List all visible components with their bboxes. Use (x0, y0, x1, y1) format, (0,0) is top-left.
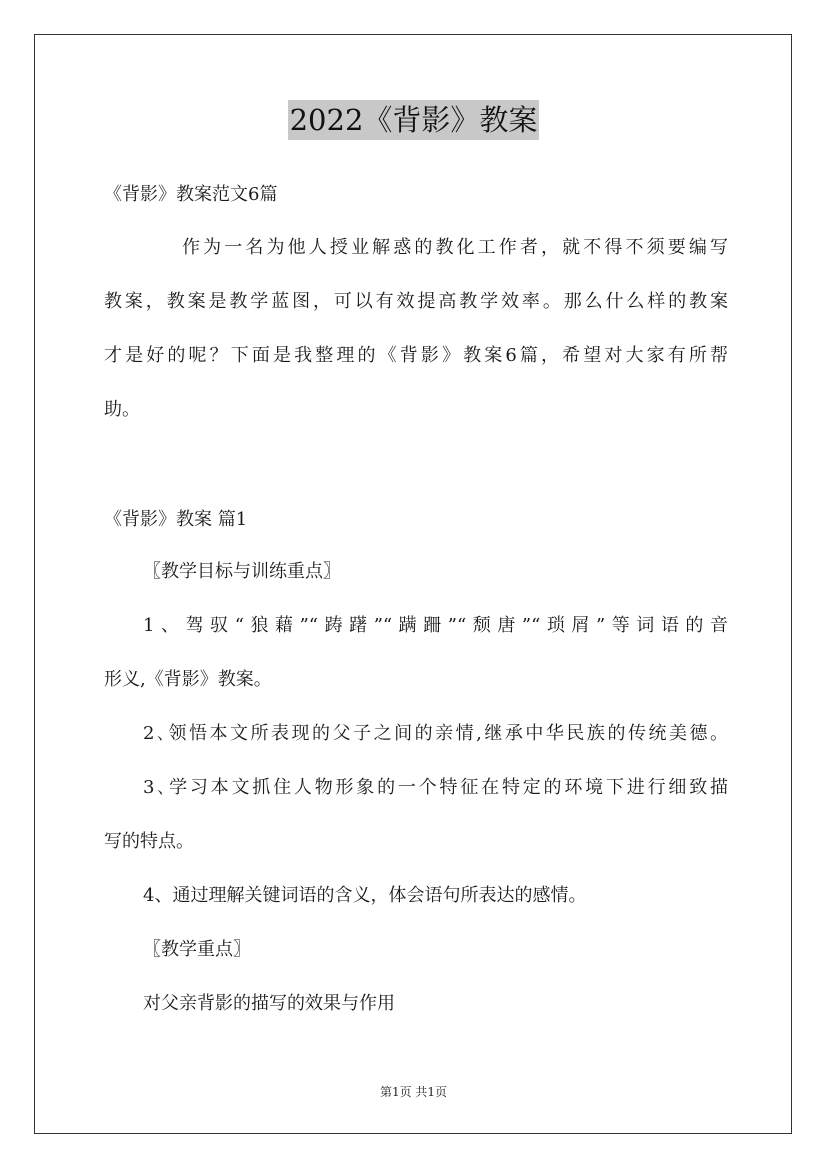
focus-text: 对父亲背影的描写的效果与作用 (143, 993, 395, 1014)
focus-heading: 〖教学重点〗 (143, 939, 251, 960)
goal-4: 4、通过理解关键词语的含义，体会语句所表达的感情。 (143, 885, 587, 906)
document-title: 2022《背影》教案 (288, 100, 540, 140)
section-heading: 《背影》教案 篇1 (104, 509, 248, 530)
intro-line-1: 作为一名为他人授业解惑的教化工作者，就不得不须要编写 (182, 237, 728, 258)
intro-line-2: 教案，教案是教学蓝图，可以有效提高教学效率。那么什么样的教案 (104, 291, 728, 312)
goal-3-line-1: 3､学习本文抓住人物形象的一个特征在特定的环境下进行细致描 (143, 777, 728, 798)
title-container (0, 100, 827, 140)
intro-line-4: 助。 (104, 399, 140, 420)
intro-line-3: 才是好的呢？下面是我整理的《背影》教案6篇，希望对大家有所帮 (104, 345, 728, 366)
goal-3-line-2: 写的特点。 (104, 831, 194, 852)
goals-heading: 〖教学目标与训练重点〗 (143, 561, 341, 582)
page-footer: 第1页 共1页 (379, 1085, 448, 1099)
document-subtitle: 《背影》教案范文6篇 (104, 184, 278, 205)
goal-1-line-2: 形义,《背影》教案。 (104, 669, 272, 690)
goal-1-line-1: 1、驾驭“狼藉”“踌躇”“蹒跚”“颓唐”“琐屑”等词语的音 (143, 615, 728, 636)
goal-2: 2､领悟本文所表现的父子之间的亲情,继承中华民族的传统美德。 (143, 723, 728, 744)
